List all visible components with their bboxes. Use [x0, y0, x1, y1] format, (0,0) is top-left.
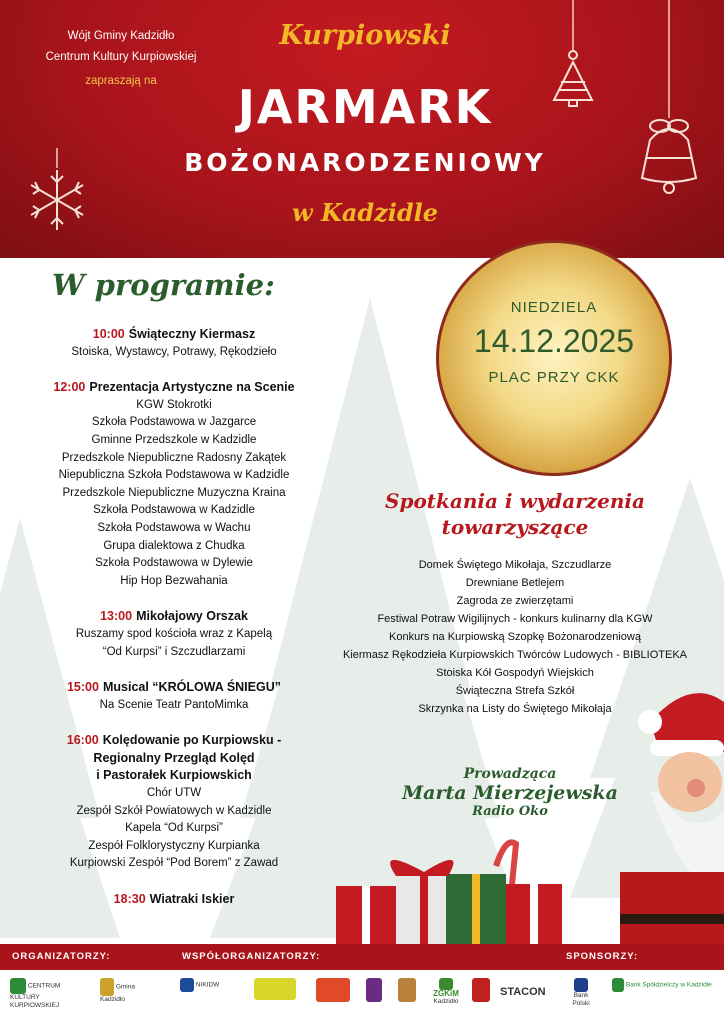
program-item — [14, 326, 334, 361]
logo-text: Kadzidło — [433, 998, 459, 1005]
bsk-logo-icon — [612, 978, 624, 992]
host-block — [360, 766, 660, 819]
coorganizers-label: WSPÓŁORGANIZATORZY: — [182, 951, 321, 962]
program-line: Szkoła Podstawowa w Dylewie — [95, 557, 253, 570]
program-item — [14, 732, 334, 873]
logo-nikidw — [180, 978, 240, 992]
program-line: Niepubliczna Szkoła Podstawowa w Kadzidle — [58, 469, 290, 482]
bank-logo-icon — [574, 978, 588, 992]
footer-bar — [0, 944, 724, 970]
side-event-item: Stoiska Kół Gospodyń Wiejskich — [436, 667, 594, 679]
program-time: 13:00 — [100, 609, 133, 624]
program-line: KGW Stokrotki — [136, 398, 212, 411]
logo-ckk — [10, 978, 90, 1010]
program-line: Chór UTW — [146, 787, 202, 800]
logo-partner — [472, 978, 490, 1002]
program-item — [14, 679, 334, 714]
logo-partner — [316, 978, 350, 1002]
logo-gmina — [100, 978, 160, 1004]
program-title-cont: i Pastorałek Kurpiowskich — [96, 768, 252, 783]
host-label: Prowadząca — [463, 766, 557, 782]
santa-illustration — [620, 682, 724, 944]
program-line: Szkoła Podstawowa w Jazgarce — [91, 416, 257, 429]
program-time: 16:00 — [66, 733, 99, 748]
title-jarmark: JARMARK — [237, 80, 493, 134]
badge-date: 14.12.2025 — [473, 323, 635, 359]
sponsors-label: SPONSORZY: — [566, 951, 639, 962]
side-event-item: Festiwal Potraw Wigilijnych - konkurs kulinarny dla KGW — [377, 613, 653, 625]
program-list — [14, 326, 334, 927]
badge-place: PLAC PRZY CKK — [488, 369, 620, 386]
program-title: Świąteczny Kiermasz — [128, 327, 256, 341]
powiat-logo-icon — [254, 978, 296, 1000]
program-line: Zespół Szkół Powiatowych w Kadzidle — [76, 804, 272, 817]
title-place: w Kadzidle — [291, 198, 439, 227]
program-line: Na Scenie Teatr PantoMimka — [99, 698, 249, 711]
inviter-line: Centrum Kultury Kurpiowskiej — [45, 51, 197, 63]
side-event-item: Skrzynka na Listy do Świętego Mikołaja — [418, 703, 612, 715]
side-event-item: Zagroda ze zwierzętami — [456, 595, 574, 607]
program-line: Szkoła Podstawowa w Wachu — [97, 521, 251, 534]
program-line: Przedszkole Niepubliczne Muzyczna Kraina — [62, 486, 286, 499]
program-line: Przedszkole Niepubliczne Radosny Zakątek — [61, 451, 287, 464]
snowflake-icon — [22, 148, 92, 238]
invitation-text: zapraszają na — [85, 75, 157, 87]
header-banner — [0, 0, 724, 258]
partner-logo-icon — [366, 978, 382, 1002]
program-line: Zespół Folklorystyczny Kurpianka — [88, 839, 260, 852]
program-line: Grupa dialektowa z Chudka — [103, 539, 245, 552]
program-heading: W programie: — [52, 268, 275, 302]
partner-logo-icon — [316, 978, 350, 1002]
logo-partner — [366, 978, 382, 1002]
logo-powiat — [254, 978, 296, 1000]
program-title: Musical “KRÓLOWA ŚNIEGU” — [102, 680, 281, 695]
program-title: Wiatraki Iskier — [149, 892, 235, 907]
program-line: Gminne Przedszkole w Kadzidle — [91, 433, 257, 446]
program-item — [14, 891, 334, 909]
gmina-crest-icon — [100, 978, 114, 996]
date-badge — [436, 240, 672, 476]
program-time: 12:00 — [53, 380, 86, 395]
ckk-logo-icon — [10, 978, 26, 994]
side-event-item: Domek Świętego Mikołaja, Szczudlarze — [418, 559, 612, 571]
logo-text: ZGKiM — [433, 989, 459, 998]
badge-day: NIEDZIELA — [510, 299, 598, 316]
program-line: Kurpiowski Zespół “Pod Borem” z Zawad — [69, 857, 279, 870]
side-heading-line: towarzyszące — [441, 515, 589, 539]
host-name: Marta Mierzejewska — [402, 782, 618, 804]
program-line: Szkoła Podstawowa w Kadzidle — [93, 504, 255, 517]
program-title: Kolędowanie po Kurpiowsku - — [102, 733, 282, 748]
title-bozonarodzeniowy: BOŻONARODZENIOWY — [184, 148, 546, 177]
side-event-item: Kiermasz Rękodzieła Kurpiowskich Twórców Ludowych - BIBLIOTEKA — [343, 649, 687, 661]
program-line: Kapela “Od Kurpsi” — [125, 822, 223, 835]
gifts-illustration — [336, 836, 586, 944]
tree-ornament-icon — [546, 0, 600, 110]
logo-text: Bank Polski — [572, 992, 590, 1007]
partner-logo-icon — [472, 978, 490, 1002]
host-org: Radio Oko — [472, 804, 548, 819]
program-time: 10:00 — [92, 327, 125, 341]
logo-text: CENTRUM KULTURY KURPIOWSKIEJ — [10, 982, 61, 1009]
bell-ornament-icon — [626, 0, 712, 200]
program-line: Ruszamy spod kościoła wraz z Kapelą — [75, 627, 273, 640]
program-line: “Od Kurpsi” i Szczudlarzami — [102, 645, 246, 658]
program-title: Mikołajowy Orszak — [136, 609, 248, 624]
side-event-item: Konkurs na Kurpiowską Szopkę Bożonarodzeniową — [389, 631, 641, 643]
nikidw-logo-icon — [180, 978, 194, 992]
logo-bank-polski — [566, 978, 596, 1008]
logo-zgkim — [426, 978, 466, 1006]
inviter-line: Wójt Gminy Kadzidło — [67, 30, 175, 42]
logos-row — [0, 970, 724, 1024]
program-item — [14, 379, 334, 590]
logo-text: NIKIDW — [195, 981, 220, 989]
partner-logo-icon — [398, 978, 416, 1002]
logo-text: Bank Spółdzielczy w Kadzidle — [625, 981, 712, 989]
logo-bsk — [612, 978, 718, 992]
program-title: Prezentacja Artystyczne na Scenie — [89, 380, 295, 395]
title-kurpiowski: Kurpiowski — [279, 20, 451, 51]
program-title-cont: Regionalny Przegląd Kolęd — [93, 750, 255, 765]
program-time: 15:00 — [66, 680, 99, 695]
logo-partner — [398, 978, 416, 1002]
logo-text: Gmina Kadzidło — [100, 983, 135, 1003]
program-line: Stoiska, Wystawcy, Potrawy, Rękodzieło — [71, 345, 277, 358]
side-events-heading — [330, 488, 700, 540]
side-heading-line: Spotkania i wydarzenia — [385, 489, 645, 513]
organizers-label: ORGANIZATORZY: — [12, 951, 111, 962]
side-event-item: Drewniane Betlejem — [465, 577, 565, 589]
program-time: 18:30 — [113, 892, 146, 907]
program-item — [14, 608, 334, 661]
logo-stacon: STACON — [500, 986, 546, 998]
side-event-item: Świąteczna Strefa Szkół — [455, 685, 575, 697]
program-line: Hip Hop Bezwahania — [120, 574, 228, 587]
